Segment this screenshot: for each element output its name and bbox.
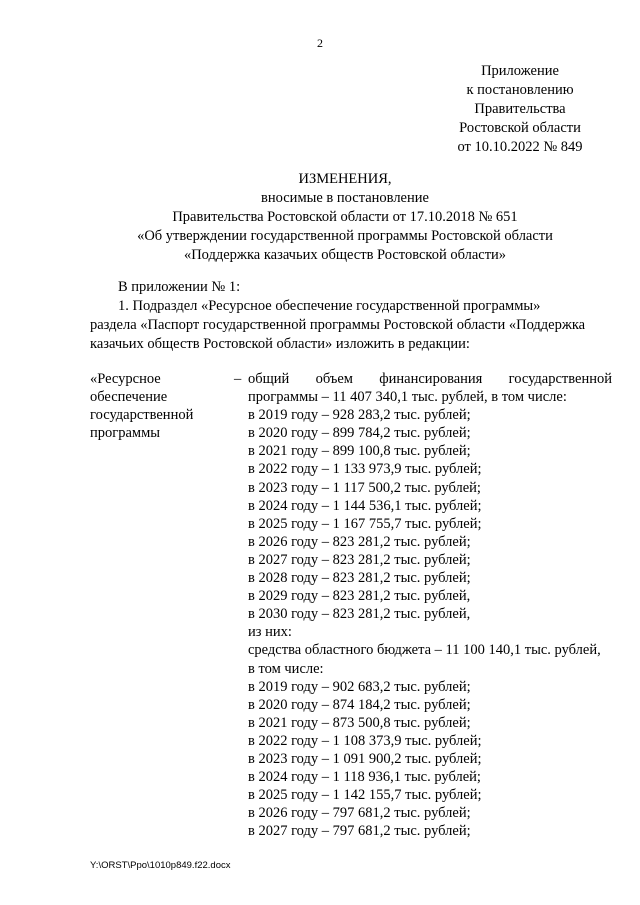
right-line: в 2021 году – 873 500,8 тыс. рублей; <box>248 714 471 731</box>
appendix-block <box>440 62 600 157</box>
right-line: в 2026 году – 823 281,2 тыс. рублей; <box>248 533 471 550</box>
intro-paragraph-line: казачьих обществ Ростовской области» изложить в редакции: <box>90 336 470 352</box>
appendix-line: к постановлению <box>466 82 574 98</box>
right-line: в 2026 году – 797 681,2 тыс. рублей; <box>248 805 471 822</box>
appendix-line: Приложение <box>481 63 559 79</box>
first-line-word: объем <box>315 371 353 387</box>
right-line: в 2024 году – 1 144 536,1 тыс. рублей; <box>248 497 482 514</box>
left-label-line: «Ресурсное <box>90 371 161 387</box>
heading-line: Правительства Ростовской области от 17.10.2018 № 651 <box>172 209 518 225</box>
right-line: в 2021 году – 899 100,8 тыс. рублей; <box>248 443 471 460</box>
first-line-word: государственной <box>508 371 612 387</box>
right-line: в 2022 году – 1 133 973,9 тыс. рублей; <box>248 461 482 478</box>
intro-paragraph-line: раздела «Паспорт государственной программы Ростовской области «Поддержка <box>90 317 586 333</box>
table-dash: – <box>234 371 242 387</box>
right-line: программы – 11 407 340,1 тыс. рублей, в том числе: <box>248 389 567 406</box>
appendix-line: от 10.10.2022 № 849 <box>457 139 583 155</box>
right-line: в 2029 году – 823 281,2 тыс. рублей, <box>248 588 471 605</box>
right-line: в 2023 году – 1 091 900,2 тыс. рублей; <box>248 750 482 767</box>
intro-line: В приложении № 1: <box>118 279 241 295</box>
heading-title: ИЗМЕНЕНИЯ, <box>298 171 392 187</box>
page-number: 2 <box>317 36 323 50</box>
right-line: в 2023 году – 1 117 500,2 тыс. рублей; <box>248 479 481 496</box>
left-label-line: программы <box>90 425 160 442</box>
right-line: в 2024 году – 1 118 936,1 тыс. рублей; <box>248 769 481 786</box>
right-line: в 2025 году – 1 142 155,7 тыс. рублей; <box>248 787 482 804</box>
heading-line: вносимые в постановление <box>261 190 429 206</box>
first-line-word: общий <box>248 371 290 387</box>
intro-paragraph-line: 1. Подраздел «Ресурсное обеспечение государственной программы» <box>118 298 541 314</box>
right-line: в 2019 году – 902 683,2 тыс. рублей; <box>248 678 471 695</box>
right-line: в том числе: <box>248 660 324 677</box>
intro-text <box>90 278 610 354</box>
appendix-line: Правительства <box>474 101 566 117</box>
right-line: в 2027 году – 823 281,2 тыс. рублей; <box>248 551 471 568</box>
right-line: в 2022 году – 1 108 373,9 тыс. рублей; <box>248 732 482 749</box>
table-right-column <box>248 370 612 840</box>
right-line: из них: <box>248 624 292 641</box>
right-line: в 2020 году – 874 184,2 тыс. рублей; <box>248 696 471 713</box>
left-label-line: обеспечение <box>90 389 168 406</box>
right-line: в 2019 году – 928 283,2 тыс. рублей; <box>248 407 471 424</box>
right-first-line <box>248 370 612 388</box>
document-heading <box>80 170 610 265</box>
heading-line: «Поддержка казачьих обществ Ростовской области» <box>183 247 507 263</box>
first-line-word: финансирования <box>379 371 483 387</box>
right-line: в 2025 году – 1 167 755,7 тыс. рублей; <box>248 515 482 532</box>
file-path-footer: Y:\ORST\Ppo\1010p849.f22.docx <box>90 860 231 871</box>
right-line: в 2028 году – 823 281,2 тыс. рублей; <box>248 570 471 587</box>
right-line: в 2027 году – 797 681,2 тыс. рублей; <box>248 823 471 840</box>
left-label-line: государственной <box>90 407 194 424</box>
right-line: средства областного бюджета – 11 100 140,1 тыс. рублей, <box>248 642 601 659</box>
right-line: в 2020 году – 899 784,2 тыс. рублей; <box>248 425 471 442</box>
appendix-line: Ростовской области <box>459 120 581 136</box>
table-left-column <box>90 370 220 442</box>
right-line: в 2030 году – 823 281,2 тыс. рублей, <box>248 606 471 623</box>
heading-line: «Об утверждении государственной программы Ростовской области <box>137 228 553 244</box>
